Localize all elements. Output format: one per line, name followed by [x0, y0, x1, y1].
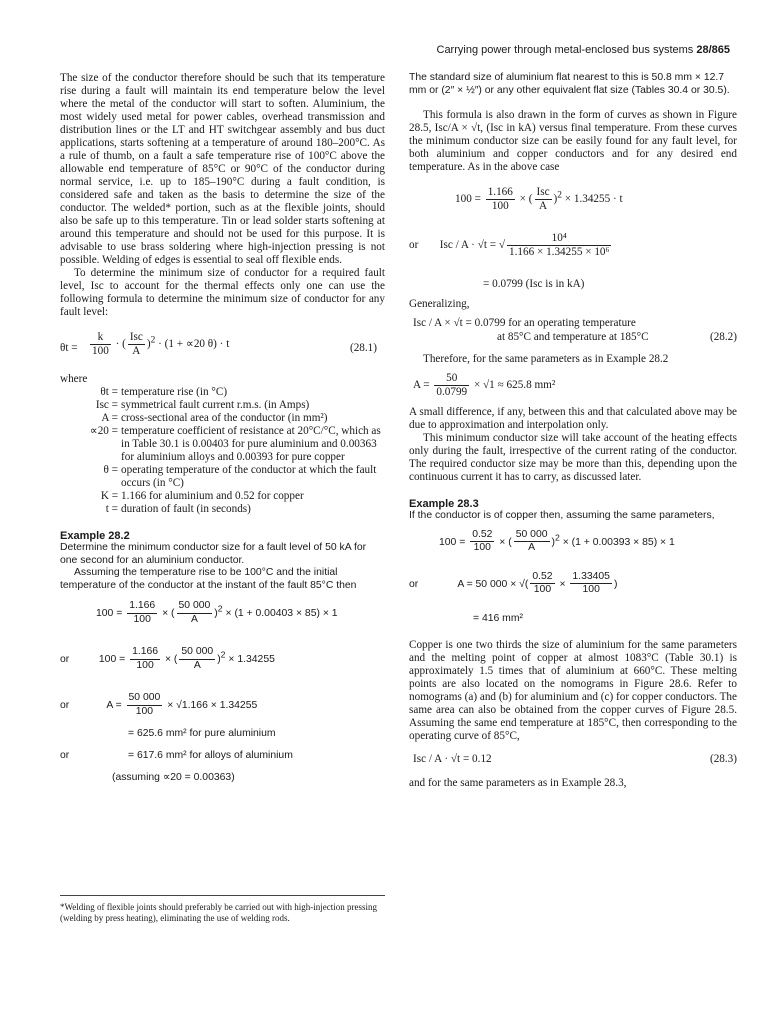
running-header: [437, 44, 731, 56]
paragraph: To determine the minimum size of conductor for a required fault level, Isc to account for the thermal effects only one can use the following formula to determine the minimum size of conductor for any fault level:: [60, 267, 385, 318]
equation-line: = 416 mm²: [473, 612, 523, 624]
equation-number: (28.2): [709, 331, 737, 344]
equation-line: (assuming ∝20 = 0.00363): [112, 772, 235, 784]
paragraph: This formula is also drawn in the form of curves as shown in Figure 28.5, Isc/A × √t, (Isc in kA) versus final temperature. From these curves the minimum conductor size can be easily found for any fault level, for both aluminium and copper conductors and for any desired end temperature. As in the above case: [409, 109, 737, 174]
paragraph: Therefore, for the same parameters as in Example 28.2: [423, 353, 669, 366]
equation-number: (28.3): [709, 752, 737, 765]
definition-row: ∝20 = temperature coefficient of resistance at 20°C/°C, which as in Table 30.1 is 0.00403 for pure aluminium and 0.00363 for aluminium alloys and 0.00393 for pure copper: [89, 425, 381, 463]
example-heading: Example 28.2: [60, 530, 130, 542]
example-text: If the conductor is of copper then, assuming the same parameters,: [409, 510, 715, 522]
paragraph: A small difference, if any, between this and that calculated above may be due to approximation and interpolation only.: [409, 406, 737, 432]
paragraph: Generalizing,: [409, 298, 470, 311]
left-column: [60, 72, 385, 802]
definition-row: K = 1.166 for aluminium and 0.52 for copper: [100, 490, 304, 502]
paragraph: This minimum conductor size will take account of the heating effects only during the fault, irrespective of the current rating of the conductor. The required conductor size may be more than this, depending upon the continuous current it has to carry, as discussed later.: [409, 432, 737, 484]
where-label: where: [60, 373, 88, 385]
paragraph: Copper is one two thirds the size of aluminium for the same parameters and the melting point of copper at almost 1083°C (Table 30.1) is approximately 1.5 times that of aluminium at 660°C. These melting points are also located on the nomograms in Figure 28.6. Refer to nomograms (a) and (b) for aluminium and (c) for copper conductors. The same area can also be obtained from the copper curves of Figure 28.5. Assuming the same end temperature at 185°C, then corresponding to the operating curve of 85°C,: [409, 638, 737, 742]
example-text: Assuming the temperature rise to be 100°C and the initial temperature of the conductor at the instant of the fault 85°C then: [60, 567, 357, 591]
equation-number: (28.1): [349, 342, 377, 354]
equation-line: 100 = $\frac{0.52}{100}$ × ( $\frac{50 000}{A}$ )$^2$ × (1 + 0.00393 × 85) × 1: [439, 528, 675, 554]
equation-line: or Isc / A · √t = √ $\frac{\text{10⁴}}{\text{1.166 × 1.34255 × 10⁶}}$: [409, 232, 610, 259]
footnote: *Welding of flexible joints should preferably be carried out with high-injection pressing (welding by press heating), eliminating the use of welding rods.: [60, 895, 385, 924]
equation-block: [409, 174, 737, 298]
example-28-2-equations: [60, 592, 385, 802]
paragraph: and for the same parameters as in Example 28.3,: [409, 776, 627, 789]
equation-line: 100 = $\frac{1.166}{100}$ × ( $\frac{50 000}{A}$ )$^2$ × (1 + 0.00403 × 85) × 1: [96, 600, 338, 625]
equation-28-2: Isc / A × √t = 0.0799 for an operating temperature at 85°C and temperature at 185°C (28.2): [413, 317, 737, 344]
example-text: Determine the minimum conductor size for a fault level of 50 kA for one second for an aluminium conductor.: [60, 542, 367, 566]
running-title: Carrying power through metal-enclosed bus systems: [436, 44, 694, 56]
definition-row: θt = temperature rise (in °C): [100, 386, 228, 398]
right-column: [409, 72, 737, 790]
paragraph: The standard size of aluminium flat nearest to this is 50.8 mm × 12.7 mm or (2″ × ½″) or any other equivalent flat size (Tables 30.4 or 30.5).: [409, 72, 730, 96]
variable-definitions: [60, 386, 385, 516]
equation-line: or = 617.6 mm² for alloys of aluminium: [60, 750, 293, 762]
definition-row: A = cross-sectional area of the conductor (in mm²): [101, 412, 328, 424]
example-heading: Example 28.3: [409, 498, 479, 511]
definition-row: θ = operating temperature of the conductor at which the fault occurs (in °C): [103, 464, 377, 489]
page-number: 28/865: [696, 44, 730, 56]
example-28-3-equations: [409, 523, 737, 631]
equation-line: 100 = $\frac{1.166}{100}$ × ( $\frac{\text{Isc}}{A}$ )$^2$ × 1.34255 · t: [455, 186, 623, 213]
equation-line: or A = $\frac{50 000}{100}$ × √1.166 × 1.34255: [60, 692, 258, 717]
definition-row: t = duration of fault (in seconds): [105, 503, 251, 515]
equation-line: or A = 50 000 × √( $\frac{0.52}{100}$ × $\frac{1.33405}{100}$ ): [409, 570, 618, 596]
equation-28-3: Isc / A · √t = 0.12 (28.3): [413, 752, 737, 765]
equation-line: = 0.0799 (Isc is in kA): [483, 278, 585, 291]
equation-line: or 100 = $\frac{1.166}{100}$ × ( $\frac{50 000}{A}$ )$^2$ × 1.34255: [60, 646, 275, 671]
equation-28-1: θt = $\frac{k}{100}$ · ( $\frac{\text{Isc}}{A}$ )$^2$ · (1 + ∝20 θ) · t (28.1): [60, 331, 377, 357]
equation-line: = 625.6 mm² for pure aluminium: [128, 728, 276, 740]
paragraph: The size of the conductor therefore should be such that its temperature rise during a fault will maintain its end temperature below the level where the metal of the conductor will start to soften. Aluminium, the most widely used metal for power cables, overhead transmission and distribution lines or the LT and HT switchgear assembly and bus duct applications, starts softening at a temperature of around 180–200°C. As a rule of thumb, on a fault a safe temperature rise of 100°C above the allowable end temperature of 85°C or 90°C of the conductor during normal service, i.e. up to 185–190°C during a fault condition, is considered safe and taken as the basis to determine the size of the conductor. The welded* portion, such as at the flexible joints, should also be safe up to this temperature. Tin or lead solder starts softening at around this temperature and should not be used for this purpose. It is advisable to use brass soldering where high-injection pressing is not possible. Welding of edges is essential to seal off flexible ends.: [60, 72, 385, 266]
equation-line: A = $\frac{50}{0.0799}$ × √1 ≈ 625.8 mm²: [413, 372, 556, 399]
definition-row: Isc = symmetrical fault current r.m.s. (in Amps): [95, 399, 310, 411]
